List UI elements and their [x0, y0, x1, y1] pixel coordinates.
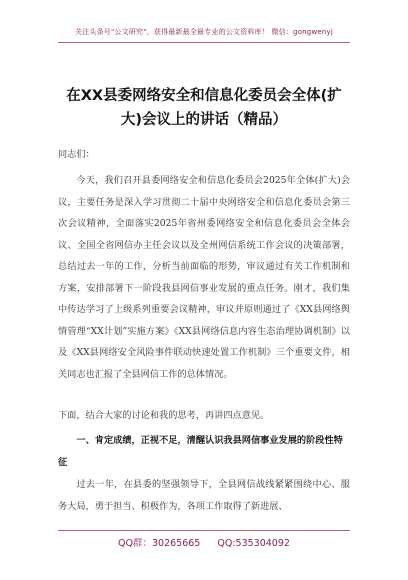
- header-divider: [58, 42, 350, 43]
- footer-divider: [58, 530, 350, 531]
- body-paragraph-1: 今天，我们召开县委网络安全和信息化委员会2025年全体(扩大)会议，主要任务是深入学习贯彻二十届中央网络安全和信息化委员会第三次会议精神，全面落实2025年省州委网络安全和信息化委员会全体会议、全国全省网信办主任会议以及全州网信系统工作会议的决策部署，总结过去一年的工作，分析当前面临的形势，审议通过有关工作机制和方案，安排部署下一阶段我县网信事业发展的重点任务。刚才，我们集中传达学习了上级系列重要会议精神，审议并原则通过了《XX县网络舆情管理“XX计划”实施方案》《XX县网络信息内容生态治理协调机制》以及《XX县网络安全风险事件联动快速处置工作机制》三个重要文件，相关同志也汇报了全县网信工作的总体情况。: [58, 175, 350, 380]
- body-paragraph-3: 过去一年，在县委的坚强领导下，全县网信战线紧紧围绕中心、服务大局，勇于担当、积极作为，各项工作取得了新进展、: [58, 479, 350, 512]
- section-heading-1: 一、肯定成绩，正视不足，清醒认识我县网信事业发展的阶段性特征: [58, 435, 343, 468]
- footer-contact-text: QQ群：30265665 QQ:535304092: [118, 538, 290, 549]
- salutation: 同志们：: [58, 149, 95, 160]
- document-title: 在XX县委网络安全和信息化委员会全体(扩大)会议上的讲话（精品）: [66, 88, 342, 128]
- body-paragraph-2: 下面，结合大家的讨论和我的思考，再讲四点意见。: [58, 410, 270, 421]
- header-promo-text: 关注头条号"公文研究"，获得最新最全最专业的公文资料库！ 微信：gongwenyj: [74, 28, 334, 36]
